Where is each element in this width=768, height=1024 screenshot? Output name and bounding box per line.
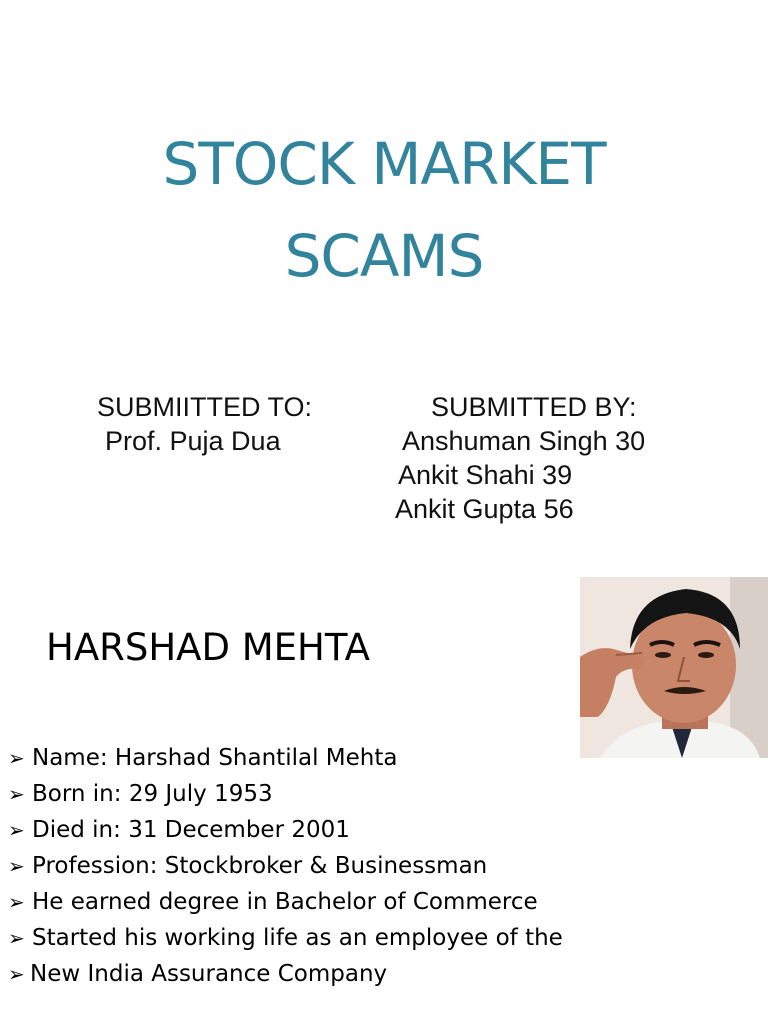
bio-bullet-list — [8, 740, 563, 992]
member-1: Anshuman Singh 30 — [402, 426, 646, 456]
list-item: ➢ New India Assurance Company — [8, 956, 563, 992]
list-item: ➢ Name: Harshad Shantilal Mehta — [8, 740, 563, 776]
title-line-1: STOCK MARKET — [162, 130, 606, 198]
section-heading: HARSHAD MEHTA — [46, 626, 370, 669]
submitted-by-label: SUBMITTED BY: — [431, 392, 637, 422]
submitted-to-name: Prof. Puja Dua — [105, 426, 281, 456]
member-3: Ankit Gupta 56 — [395, 494, 574, 524]
list-item: ➢ He earned degree in Bachelor of Commerce — [8, 884, 563, 920]
arrow-bullet-icon: ➢ — [8, 890, 25, 914]
arrow-bullet-icon: ➢ — [8, 926, 25, 950]
portrait-photo — [580, 577, 768, 758]
list-item: ➢ Born in: 29 July 1953 — [8, 776, 563, 812]
arrow-bullet-icon: ➢ — [8, 854, 25, 878]
title-line-2: SCAMS — [284, 222, 484, 290]
portrait-illustration — [580, 577, 768, 758]
list-item: ➢ Started his working life as an employee of the — [8, 920, 563, 956]
slide-title — [0, 118, 768, 302]
list-item: ➢ Profession: Stockbroker & Businessman — [8, 848, 563, 884]
arrow-bullet-icon: ➢ — [8, 782, 25, 806]
member-2: Ankit Shahi 39 — [398, 460, 573, 490]
arrow-bullet-icon: ➢ — [8, 818, 25, 842]
list-item: ➢ Died in: 31 December 2001 — [8, 812, 563, 848]
arrow-bullet-icon: ➢ — [8, 746, 25, 770]
submitted-to-label: SUBMIITTED TO: — [97, 392, 313, 422]
arrow-bullet-icon: ➢ — [8, 962, 25, 986]
